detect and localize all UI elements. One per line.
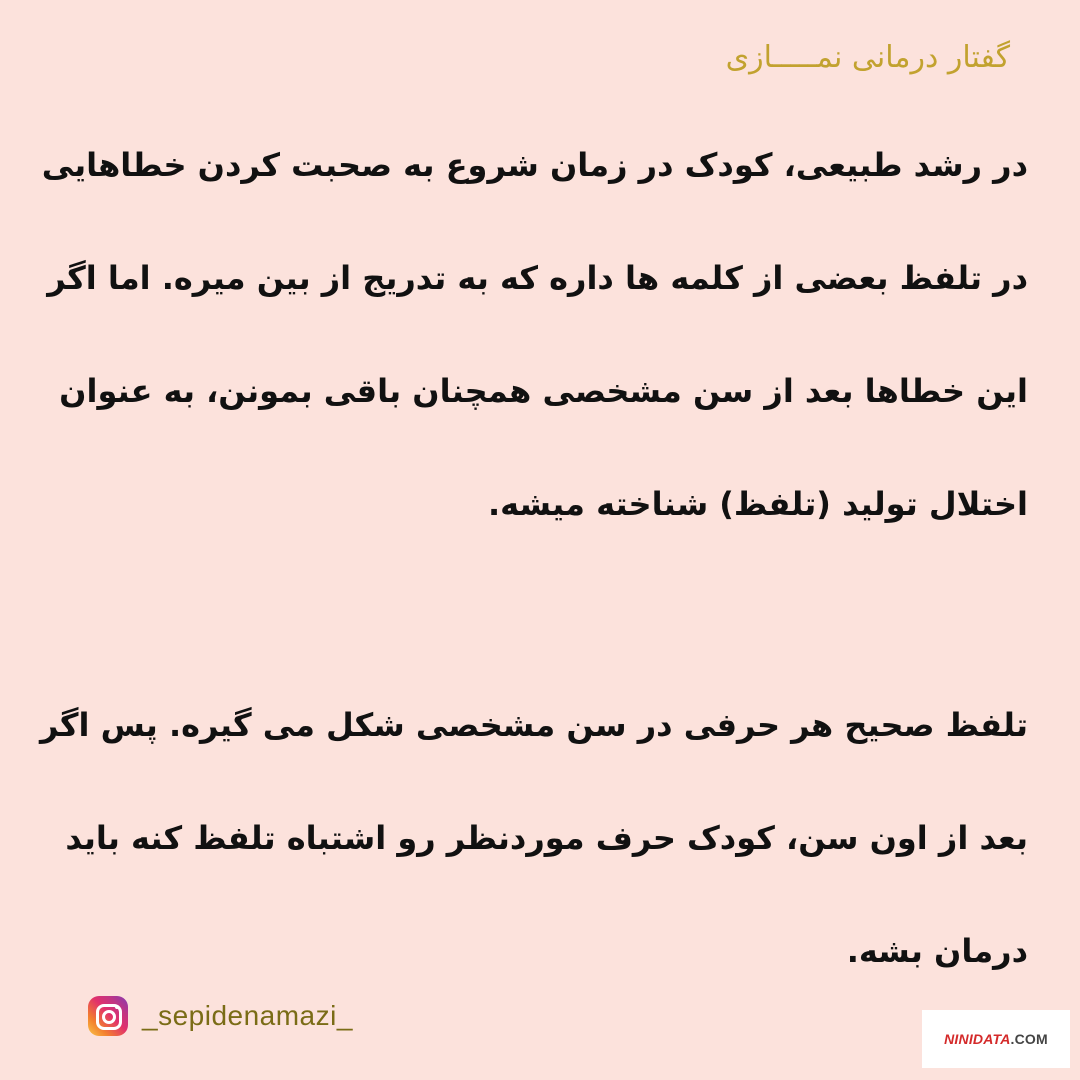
page-title: گفتار درمانی نمـــــازی: [725, 40, 1010, 75]
watermark-logo: [922, 1010, 1070, 1068]
paragraph-line: اختلال تولید (تلفظ) شناخته میشه.: [487, 485, 1028, 523]
paragraph-correct-pronunciation: [40, 700, 1028, 1039]
paragraph-development-errors: [40, 140, 1028, 592]
watermark-tld: .COM: [1010, 1031, 1048, 1047]
instagram-icon: [88, 996, 128, 1036]
instagram-footer[interactable]: [88, 996, 353, 1036]
watermark-brand: NINIDATA: [944, 1031, 1011, 1047]
paragraph-line: در رشد طبیعی، کودک در زمان شروع به صحبت کردن خطاهایی: [41, 146, 1028, 184]
paragraph-line: این خطاها بعد از سن مشخصی همچنان باقی بمونن، به عنوان: [59, 372, 1028, 410]
paragraph-line: در تلفظ بعضی از کلمه ها داره که به تدریج از بین میره. اما اگر: [47, 259, 1028, 297]
paragraph-line: درمان بشه.: [846, 932, 1028, 970]
paragraph-line: بعد از اون سن، کودک حرف موردنظر رو اشتباه تلفظ کنه باید: [65, 819, 1028, 857]
paragraph-line: تلفظ صحیح هر حرفی در سن مشخصی شکل می گیره. پس اگر: [39, 706, 1028, 744]
instagram-handle[interactable]: _sepidenamazi_: [142, 1000, 353, 1031]
